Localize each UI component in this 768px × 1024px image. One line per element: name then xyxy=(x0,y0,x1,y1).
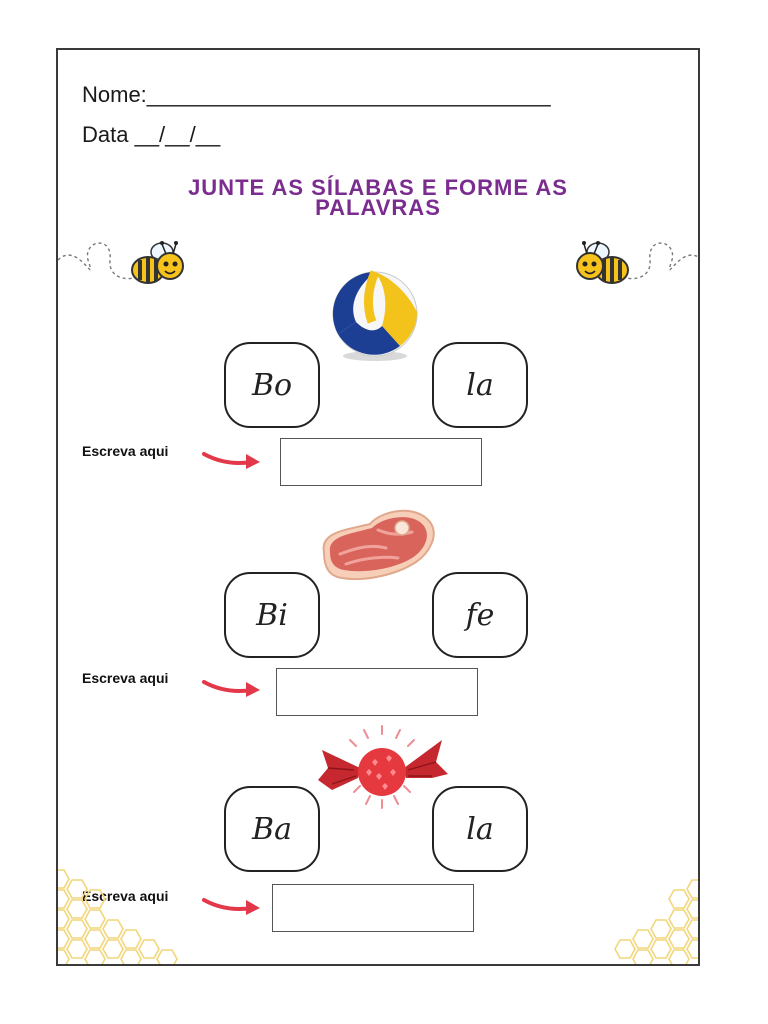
date-line: Data __/__/__ xyxy=(82,122,221,147)
syllable-card: Bo xyxy=(224,342,320,428)
syllable-card: la xyxy=(432,786,528,872)
bee-left-icon xyxy=(58,230,198,300)
write-here-label: Escreva aqui xyxy=(82,670,169,686)
bee-right-icon xyxy=(562,230,700,300)
answer-box[interactable] xyxy=(276,668,478,716)
honeycomb-left-decoration xyxy=(56,870,194,966)
write-here-label: Escreva aqui xyxy=(82,888,169,904)
arrow-right-icon xyxy=(202,894,264,918)
volleyball-icon xyxy=(328,268,422,362)
syllable-card: la xyxy=(432,342,528,428)
worksheet-title xyxy=(58,175,698,220)
write-here-label: Escreva aqui xyxy=(82,443,169,459)
answer-box[interactable] xyxy=(272,884,474,932)
answer-box[interactable] xyxy=(280,438,482,486)
arrow-right-icon xyxy=(202,676,264,700)
name-line: Nome:_________________________________ xyxy=(82,82,551,107)
syllable-card: Ba xyxy=(224,786,320,872)
honeycomb-right-decoration xyxy=(582,870,700,966)
steak-icon xyxy=(316,504,442,584)
worksheet-page xyxy=(56,48,700,966)
syllable-card: fe xyxy=(432,572,528,658)
arrow-right-icon xyxy=(202,448,264,472)
syllable-card: Bi xyxy=(224,572,320,658)
title-line-1: JUNTE AS SÍLABAS E FORME AS xyxy=(188,175,568,200)
title-line-2: PALAVRAS xyxy=(315,195,441,220)
candy-icon xyxy=(314,718,450,814)
